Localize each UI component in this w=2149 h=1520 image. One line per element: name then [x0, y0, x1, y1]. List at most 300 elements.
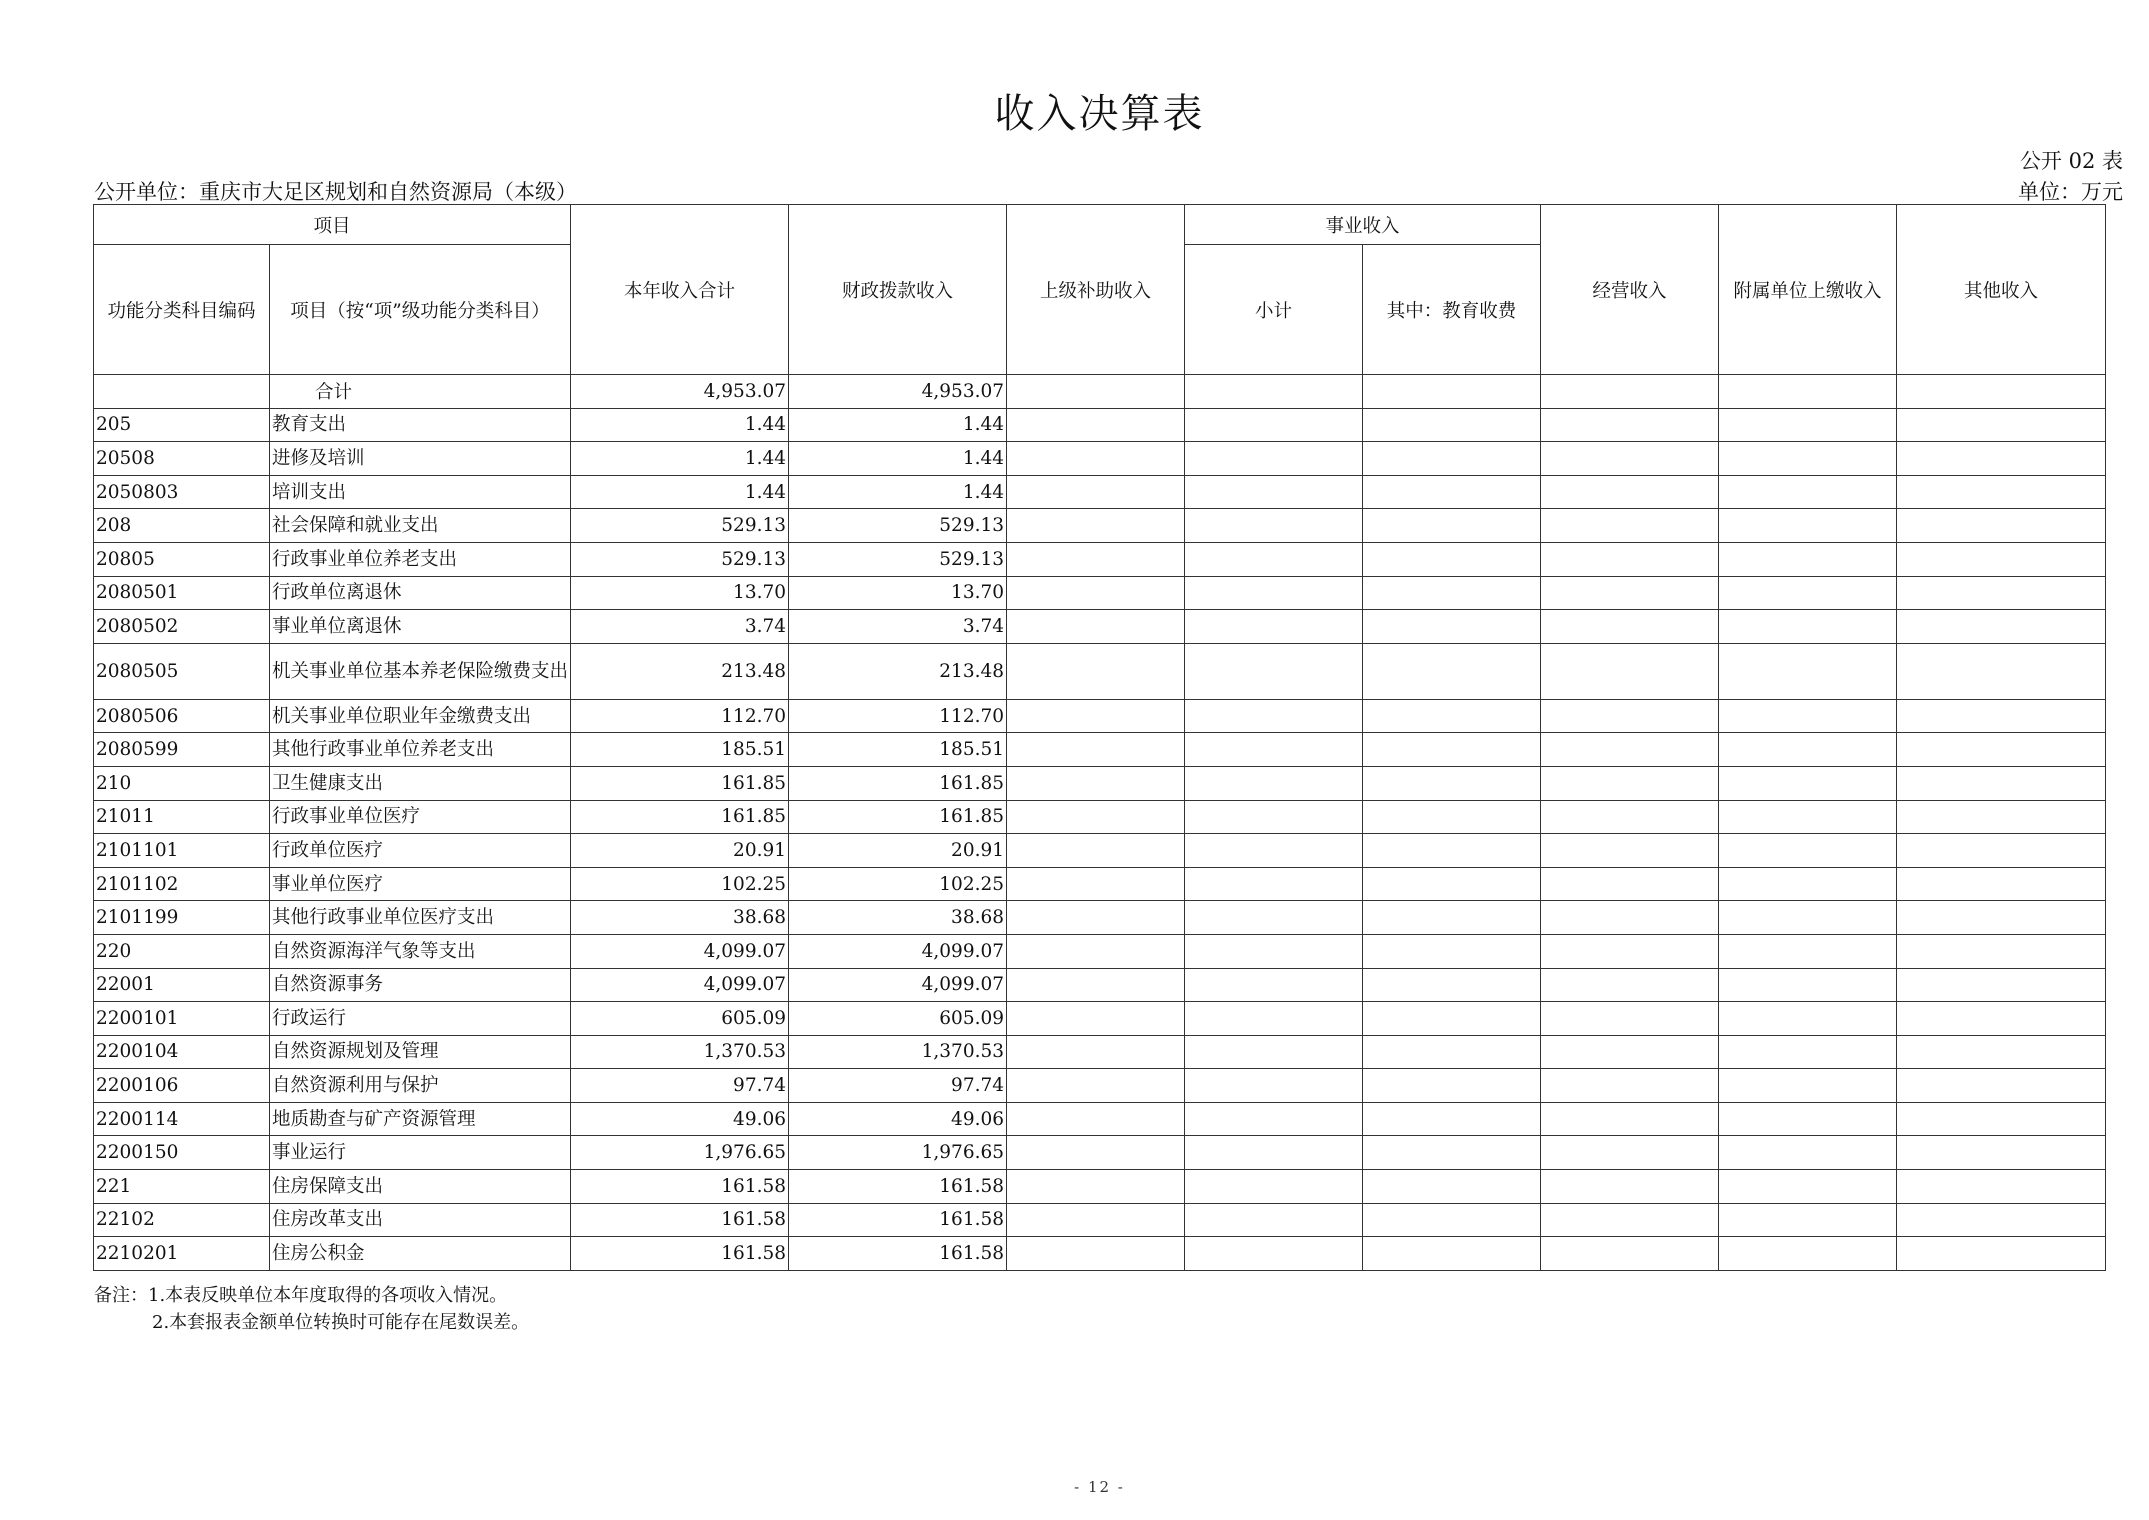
superior-subsidy-cell	[1007, 1237, 1185, 1271]
fiscal-appropriation-cell: 13.70	[789, 576, 1007, 610]
table-row	[94, 733, 2106, 767]
operating-income-cell	[1541, 643, 1719, 699]
table-row	[94, 766, 2106, 800]
header-business-subtotal: 小计	[1185, 245, 1363, 375]
other-income-cell	[1897, 1237, 2106, 1271]
other-income-cell	[1897, 1102, 2106, 1136]
fiscal-appropriation-cell: 529.13	[789, 542, 1007, 576]
header-other-income: 其他收入	[1897, 205, 2106, 375]
function-code-cell: 2050803	[94, 475, 270, 509]
other-income-cell	[1897, 610, 2106, 644]
affiliated-income-cell	[1719, 576, 1897, 610]
business-subtotal-cell	[1185, 542, 1363, 576]
affiliated-income-cell	[1719, 1170, 1897, 1204]
function-code-cell: 210	[94, 766, 270, 800]
other-income-cell	[1897, 834, 2106, 868]
total-income-cell: 1.44	[571, 475, 789, 509]
function-name-cell: 机关事业单位职业年金缴费支出	[270, 699, 571, 733]
affiliated-income-cell	[1719, 1136, 1897, 1170]
function-name-cell: 行政单位医疗	[270, 834, 571, 868]
education-fees-cell	[1363, 766, 1541, 800]
fiscal-appropriation-cell: 161.58	[789, 1237, 1007, 1271]
form-number: 公开 02 表	[2019, 149, 2123, 173]
other-income-cell	[1897, 408, 2106, 442]
function-code-cell: 2101199	[94, 901, 270, 935]
education-fees-cell	[1363, 475, 1541, 509]
operating-income-cell	[1541, 934, 1719, 968]
function-code-cell: 2200150	[94, 1136, 270, 1170]
function-code-cell: 2080501	[94, 576, 270, 610]
function-code-cell: 22102	[94, 1203, 270, 1237]
education-fees-cell	[1363, 1035, 1541, 1069]
header-superior-subsidy: 上级补助收入	[1007, 205, 1185, 375]
operating-income-cell	[1541, 408, 1719, 442]
fiscal-appropriation-cell: 605.09	[789, 1002, 1007, 1036]
function-code-cell: 20508	[94, 442, 270, 476]
business-subtotal-cell	[1185, 1035, 1363, 1069]
education-fees-cell	[1363, 1170, 1541, 1204]
business-subtotal-cell	[1185, 901, 1363, 935]
function-code-cell: 2210201	[94, 1237, 270, 1271]
superior-subsidy-cell	[1007, 733, 1185, 767]
superior-subsidy-cell	[1007, 968, 1185, 1002]
table-row	[94, 610, 2106, 644]
superior-subsidy-cell	[1007, 699, 1185, 733]
table-row	[94, 576, 2106, 610]
operating-income-cell	[1541, 1102, 1719, 1136]
total-income-cell: 112.70	[571, 699, 789, 733]
education-fees-cell	[1363, 699, 1541, 733]
affiliated-income-cell	[1719, 1002, 1897, 1036]
function-name-cell: 自然资源利用与保护	[270, 1069, 571, 1103]
superior-subsidy-cell	[1007, 766, 1185, 800]
function-name-cell: 自然资源事务	[270, 968, 571, 1002]
education-fees-cell	[1363, 442, 1541, 476]
empty-cell	[1719, 375, 1897, 409]
operating-income-cell	[1541, 442, 1719, 476]
header-education-fees: 其中：教育收费	[1363, 245, 1541, 375]
other-income-cell	[1897, 934, 2106, 968]
function-name-cell: 事业运行	[270, 1136, 571, 1170]
superior-subsidy-cell	[1007, 1069, 1185, 1103]
business-subtotal-cell	[1185, 610, 1363, 644]
fiscal-appropriation-cell: 213.48	[789, 643, 1007, 699]
other-income-cell	[1897, 766, 2106, 800]
business-subtotal-cell	[1185, 699, 1363, 733]
total-income-cell: 161.58	[571, 1237, 789, 1271]
total-row	[94, 375, 2106, 409]
affiliated-income-cell	[1719, 475, 1897, 509]
function-name-cell: 其他行政事业单位养老支出	[270, 733, 571, 767]
total-fiscal-value: 4,953.07	[789, 375, 1007, 409]
affiliated-income-cell	[1719, 509, 1897, 543]
function-code-cell: 2080599	[94, 733, 270, 767]
operating-income-cell	[1541, 834, 1719, 868]
business-subtotal-cell	[1185, 1170, 1363, 1204]
table-row	[94, 475, 2106, 509]
business-subtotal-cell	[1185, 1136, 1363, 1170]
fiscal-appropriation-cell: 1.44	[789, 408, 1007, 442]
affiliated-income-cell	[1719, 643, 1897, 699]
function-name-cell: 地质勘查与矿产资源管理	[270, 1102, 571, 1136]
total-income-cell: 3.74	[571, 610, 789, 644]
function-name-cell: 教育支出	[270, 408, 571, 442]
total-income-cell: 1.44	[571, 408, 789, 442]
affiliated-income-cell	[1719, 1102, 1897, 1136]
total-income-cell: 4,099.07	[571, 934, 789, 968]
income-statement-table	[93, 204, 2106, 1271]
affiliated-income-cell	[1719, 1237, 1897, 1271]
header-item: 项目	[94, 205, 571, 245]
business-subtotal-cell	[1185, 867, 1363, 901]
function-code-cell: 20805	[94, 542, 270, 576]
fiscal-appropriation-cell: 1,976.65	[789, 1136, 1007, 1170]
table-row	[94, 542, 2106, 576]
total-income-cell: 161.85	[571, 766, 789, 800]
notes	[94, 1282, 529, 1336]
operating-income-cell	[1541, 766, 1719, 800]
function-code-cell: 22001	[94, 968, 270, 1002]
table-row	[94, 1002, 2106, 1036]
total-income-cell: 49.06	[571, 1102, 789, 1136]
education-fees-cell	[1363, 1136, 1541, 1170]
total-income-cell: 213.48	[571, 643, 789, 699]
education-fees-cell	[1363, 867, 1541, 901]
table-row	[94, 867, 2106, 901]
function-code-cell: 208	[94, 509, 270, 543]
other-income-cell	[1897, 542, 2106, 576]
education-fees-cell	[1363, 1002, 1541, 1036]
note-2: 2.本套报表金额单位转换时可能存在尾数误差。	[152, 1312, 530, 1333]
other-income-cell	[1897, 901, 2106, 935]
header-function-name: 项目（按“项”级功能分类科目）	[270, 245, 571, 375]
education-fees-cell	[1363, 1102, 1541, 1136]
table-row	[94, 1203, 2106, 1237]
operating-income-cell	[1541, 1002, 1719, 1036]
fiscal-appropriation-cell: 161.58	[789, 1203, 1007, 1237]
operating-income-cell	[1541, 901, 1719, 935]
table-row	[94, 934, 2106, 968]
header-fiscal-appropriation: 财政拨款收入	[789, 205, 1007, 375]
empty-cell	[1363, 375, 1541, 409]
fiscal-appropriation-cell: 161.85	[789, 800, 1007, 834]
affiliated-income-cell	[1719, 408, 1897, 442]
business-subtotal-cell	[1185, 934, 1363, 968]
fiscal-appropriation-cell: 3.74	[789, 610, 1007, 644]
business-subtotal-cell	[1185, 643, 1363, 699]
education-fees-cell	[1363, 509, 1541, 543]
currency-unit: 单位：万元	[2018, 180, 2123, 204]
other-income-cell	[1897, 1035, 2106, 1069]
fiscal-appropriation-cell: 161.58	[789, 1170, 1007, 1204]
total-income-cell: 161.58	[571, 1203, 789, 1237]
operating-income-cell	[1541, 509, 1719, 543]
education-fees-cell	[1363, 542, 1541, 576]
affiliated-income-cell	[1719, 834, 1897, 868]
function-code-cell: 2200114	[94, 1102, 270, 1136]
function-name-cell: 自然资源规划及管理	[270, 1035, 571, 1069]
function-code-cell: 221	[94, 1170, 270, 1204]
function-name-cell: 事业单位离退休	[270, 610, 571, 644]
fiscal-appropriation-cell: 185.51	[789, 733, 1007, 767]
function-name-cell: 事业单位医疗	[270, 867, 571, 901]
table-row	[94, 1102, 2106, 1136]
function-name-cell: 培训支出	[270, 475, 571, 509]
function-name-cell: 机关事业单位基本养老保险缴费支出	[270, 643, 571, 699]
education-fees-cell	[1363, 1069, 1541, 1103]
superior-subsidy-cell	[1007, 542, 1185, 576]
superior-subsidy-cell	[1007, 509, 1185, 543]
operating-income-cell	[1541, 1035, 1719, 1069]
page-number: - 12 -	[1074, 1478, 1125, 1496]
education-fees-cell	[1363, 800, 1541, 834]
other-income-cell	[1897, 1069, 2106, 1103]
other-income-cell	[1897, 1170, 2106, 1204]
total-income-cell: 97.74	[571, 1069, 789, 1103]
education-fees-cell	[1363, 934, 1541, 968]
business-subtotal-cell	[1185, 1237, 1363, 1271]
total-income-cell: 102.25	[571, 867, 789, 901]
function-code-cell: 2080502	[94, 610, 270, 644]
superior-subsidy-cell	[1007, 1035, 1185, 1069]
other-income-cell	[1897, 1136, 2106, 1170]
superior-subsidy-cell	[1007, 442, 1185, 476]
function-name-cell: 行政运行	[270, 1002, 571, 1036]
superior-subsidy-cell	[1007, 1102, 1185, 1136]
other-income-cell	[1897, 1203, 2106, 1237]
total-income-cell: 20.91	[571, 834, 789, 868]
other-income-cell	[1897, 968, 2106, 1002]
education-fees-cell	[1363, 643, 1541, 699]
business-subtotal-cell	[1185, 475, 1363, 509]
other-income-cell	[1897, 509, 2106, 543]
education-fees-cell	[1363, 834, 1541, 868]
affiliated-income-cell	[1719, 542, 1897, 576]
table-row	[94, 442, 2106, 476]
superior-subsidy-cell	[1007, 408, 1185, 442]
operating-income-cell	[1541, 576, 1719, 610]
business-subtotal-cell	[1185, 576, 1363, 610]
superior-subsidy-cell	[1007, 901, 1185, 935]
education-fees-cell	[1363, 733, 1541, 767]
function-code-cell: 205	[94, 408, 270, 442]
fiscal-appropriation-cell: 1,370.53	[789, 1035, 1007, 1069]
header-operating-income: 经营收入	[1541, 205, 1719, 375]
operating-income-cell	[1541, 542, 1719, 576]
affiliated-income-cell	[1719, 934, 1897, 968]
empty-cell	[1007, 375, 1185, 409]
other-income-cell	[1897, 643, 2106, 699]
function-code-cell: 2200104	[94, 1035, 270, 1069]
operating-income-cell	[1541, 699, 1719, 733]
fiscal-appropriation-cell: 1.44	[789, 475, 1007, 509]
business-subtotal-cell	[1185, 442, 1363, 476]
fiscal-appropriation-cell: 102.25	[789, 867, 1007, 901]
header-business-income: 事业收入	[1185, 205, 1541, 245]
function-code-cell: 220	[94, 934, 270, 968]
total-income-cell: 161.85	[571, 800, 789, 834]
fiscal-appropriation-cell: 49.06	[789, 1102, 1007, 1136]
table-row	[94, 834, 2106, 868]
operating-income-cell	[1541, 733, 1719, 767]
fiscal-appropriation-cell: 1.44	[789, 442, 1007, 476]
table-row	[94, 1069, 2106, 1103]
affiliated-income-cell	[1719, 610, 1897, 644]
superior-subsidy-cell	[1007, 643, 1185, 699]
superior-subsidy-cell	[1007, 800, 1185, 834]
business-subtotal-cell	[1185, 1203, 1363, 1237]
affiliated-income-cell	[1719, 1203, 1897, 1237]
business-subtotal-cell	[1185, 509, 1363, 543]
total-income-cell: 13.70	[571, 576, 789, 610]
total-label: 合计	[270, 375, 571, 409]
affiliated-income-cell	[1719, 901, 1897, 935]
function-code-cell: 2101101	[94, 834, 270, 868]
fiscal-appropriation-cell: 161.85	[789, 766, 1007, 800]
table-row	[94, 800, 2106, 834]
total-income-cell: 1,976.65	[571, 1136, 789, 1170]
operating-income-cell	[1541, 968, 1719, 1002]
function-name-cell: 行政事业单位医疗	[270, 800, 571, 834]
total-income-cell: 185.51	[571, 733, 789, 767]
superior-subsidy-cell	[1007, 1002, 1185, 1036]
operating-income-cell	[1541, 1069, 1719, 1103]
function-code-cell: 2200106	[94, 1069, 270, 1103]
education-fees-cell	[1363, 408, 1541, 442]
affiliated-income-cell	[1719, 733, 1897, 767]
superior-subsidy-cell	[1007, 576, 1185, 610]
affiliated-income-cell	[1719, 766, 1897, 800]
superior-subsidy-cell	[1007, 610, 1185, 644]
other-income-cell	[1897, 867, 2106, 901]
function-name-cell: 行政单位离退休	[270, 576, 571, 610]
total-income-cell: 161.58	[571, 1170, 789, 1204]
total-income-cell: 1,370.53	[571, 1035, 789, 1069]
operating-income-cell	[1541, 1136, 1719, 1170]
business-subtotal-cell	[1185, 408, 1363, 442]
function-name-cell: 行政事业单位养老支出	[270, 542, 571, 576]
header-affiliated-income: 附属单位上缴收入	[1719, 205, 1897, 375]
business-subtotal-cell	[1185, 968, 1363, 1002]
business-subtotal-cell	[1185, 834, 1363, 868]
superior-subsidy-cell	[1007, 867, 1185, 901]
affiliated-income-cell	[1719, 968, 1897, 1002]
report-title: 收入决算表	[994, 91, 1205, 137]
business-subtotal-cell	[1185, 800, 1363, 834]
table-row	[94, 643, 2106, 699]
education-fees-cell	[1363, 1237, 1541, 1271]
affiliated-income-cell	[1719, 1035, 1897, 1069]
other-income-cell	[1897, 699, 2106, 733]
superior-subsidy-cell	[1007, 475, 1185, 509]
affiliated-income-cell	[1719, 1069, 1897, 1103]
function-name-cell: 进修及培训	[270, 442, 571, 476]
operating-income-cell	[1541, 1237, 1719, 1271]
total-label-cell	[94, 375, 270, 409]
total-income-cell: 1.44	[571, 442, 789, 476]
business-subtotal-cell	[1185, 1002, 1363, 1036]
business-subtotal-cell	[1185, 1069, 1363, 1103]
fiscal-appropriation-cell: 38.68	[789, 901, 1007, 935]
education-fees-cell	[1363, 968, 1541, 1002]
function-name-cell: 住房保障支出	[270, 1170, 571, 1204]
table-row	[94, 1035, 2106, 1069]
header-function-code: 功能分类科目编码	[94, 245, 270, 375]
fiscal-appropriation-cell: 97.74	[789, 1069, 1007, 1103]
function-code-cell: 2080506	[94, 699, 270, 733]
total-income-cell: 38.68	[571, 901, 789, 935]
superior-subsidy-cell	[1007, 1203, 1185, 1237]
superior-subsidy-cell	[1007, 1170, 1185, 1204]
affiliated-income-cell	[1719, 699, 1897, 733]
operating-income-cell	[1541, 1203, 1719, 1237]
function-name-cell: 住房公积金	[270, 1237, 571, 1271]
superior-subsidy-cell	[1007, 834, 1185, 868]
education-fees-cell	[1363, 901, 1541, 935]
function-name-cell: 自然资源海洋气象等支出	[270, 934, 571, 968]
reporting-unit: 公开单位：重庆市大足区规划和自然资源局（本级）	[94, 180, 577, 204]
fiscal-appropriation-cell: 4,099.07	[789, 934, 1007, 968]
empty-cell	[1897, 375, 2106, 409]
business-subtotal-cell	[1185, 1102, 1363, 1136]
function-name-cell: 社会保障和就业支出	[270, 509, 571, 543]
other-income-cell	[1897, 800, 2106, 834]
operating-income-cell	[1541, 867, 1719, 901]
other-income-cell	[1897, 475, 2106, 509]
operating-income-cell	[1541, 610, 1719, 644]
table-row	[94, 408, 2106, 442]
superior-subsidy-cell	[1007, 1136, 1185, 1170]
affiliated-income-cell	[1719, 867, 1897, 901]
note-1: 备注：1.本表反映单位本年度取得的各项收入情况。	[94, 1285, 508, 1306]
header-total-income: 本年收入合计	[571, 205, 789, 375]
total-income-cell: 529.13	[571, 542, 789, 576]
function-name-cell: 卫生健康支出	[270, 766, 571, 800]
fiscal-appropriation-cell: 20.91	[789, 834, 1007, 868]
table-row	[94, 1170, 2106, 1204]
table-row	[94, 1136, 2106, 1170]
fiscal-appropriation-cell: 529.13	[789, 509, 1007, 543]
function-code-cell: 21011	[94, 800, 270, 834]
operating-income-cell	[1541, 1170, 1719, 1204]
table-row	[94, 901, 2106, 935]
function-code-cell: 2080505	[94, 643, 270, 699]
table-row	[94, 509, 2106, 543]
total-income-cell: 4,099.07	[571, 968, 789, 1002]
other-income-cell	[1897, 576, 2106, 610]
table-row	[94, 1237, 2106, 1271]
other-income-cell	[1897, 1002, 2106, 1036]
other-income-cell	[1897, 442, 2106, 476]
function-name-cell: 其他行政事业单位医疗支出	[270, 901, 571, 935]
fiscal-appropriation-cell: 112.70	[789, 699, 1007, 733]
education-fees-cell	[1363, 1203, 1541, 1237]
table-row	[94, 968, 2106, 1002]
superior-subsidy-cell	[1007, 934, 1185, 968]
other-income-cell	[1897, 733, 2106, 767]
education-fees-cell	[1363, 576, 1541, 610]
operating-income-cell	[1541, 800, 1719, 834]
fiscal-appropriation-cell: 4,099.07	[789, 968, 1007, 1002]
table-row	[94, 699, 2106, 733]
affiliated-income-cell	[1719, 442, 1897, 476]
affiliated-income-cell	[1719, 800, 1897, 834]
empty-cell	[1541, 375, 1719, 409]
total-income-cell: 529.13	[571, 509, 789, 543]
function-code-cell: 2101102	[94, 867, 270, 901]
function-name-cell: 住房改革支出	[270, 1203, 571, 1237]
empty-cell	[1185, 375, 1363, 409]
